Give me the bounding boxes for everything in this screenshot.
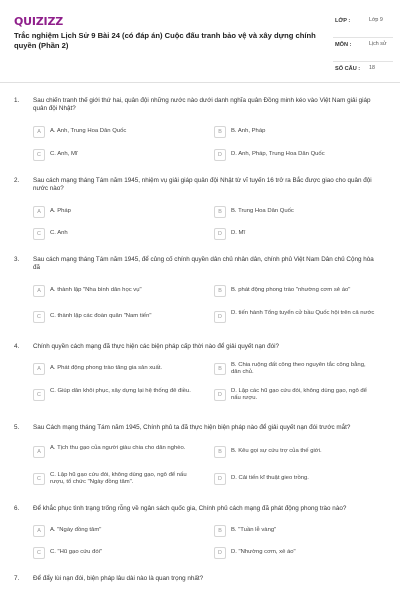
worksheet-title: Trắc nghiệm Lịch Sử 9 Bài 24 (có đáp án) Cuộc đấu tranh bảo vệ và xây dựng chính quyền (Phần 2) <box>14 31 316 51</box>
option-letter: C <box>33 149 45 161</box>
option-text: D. Anh, Pháp, Trung Hoa Dân Quốc <box>231 151 325 157</box>
option-letter: D <box>214 311 226 323</box>
option-text: B. Kêu gọi sự cứu trợ của thế giới. <box>231 448 322 454</box>
option-letter: A <box>33 206 45 218</box>
meta-value: Lịch sử <box>369 41 387 47</box>
option-text: A. Phát động phong trào tăng gia sản xuất. <box>50 365 163 371</box>
option-text: C. Lập hũ gạo cứu đói, không dùng gạo, ngô để nấu rượu, tổ chức "Ngày đồng tâm". <box>50 472 187 486</box>
option-letter: B <box>214 285 226 297</box>
option-text: B. Trung Hoa Dân Quốc <box>231 208 294 214</box>
option-letter: D <box>214 547 226 559</box>
meta-label: MÔN : <box>335 42 352 48</box>
option-letter: B <box>214 206 226 218</box>
option-letter: B <box>214 363 226 375</box>
option-text: A. Tịch thu gạo của người giàu chia cho dân nghèo. <box>50 445 186 451</box>
option-letter: C <box>33 311 45 323</box>
option-letter: A <box>33 446 45 458</box>
question-text: Để khắc phục tình trạng trống rỗng về ngân sách quốc gia, Chính phủ cách mạng đã phát động phong trào nào? <box>33 505 347 512</box>
option-letter: D <box>214 228 226 240</box>
question-number: 4. <box>14 343 20 350</box>
meta-row-class <box>333 14 393 38</box>
question-number: 2. <box>14 177 20 184</box>
option-text: C. Anh <box>50 230 68 236</box>
option-letter: A <box>33 525 45 537</box>
meta-panel <box>333 14 393 86</box>
quizizz-logo <box>14 12 62 26</box>
option-letter: B <box>214 126 226 138</box>
option-text: B. phát động phong trào "nhường cơm sẻ áo" <box>231 287 351 293</box>
header-divider <box>0 82 400 83</box>
worksheet-header <box>0 0 400 82</box>
option-letter: D <box>214 389 226 401</box>
option-letter: B <box>214 446 226 458</box>
option-text: D. tiến hành Tổng tuyển cử bầu Quốc hội trên cả nước <box>231 310 375 316</box>
option-text: B. Anh, Pháp <box>231 128 266 134</box>
option-text: D. Lập các hũ gạo cứu đói, không dùng gạo, ngô để nấu rượu. <box>231 388 367 402</box>
option-text: C. Giúp dân khôi phục, xây dựng lại hệ thống đê điều. <box>50 388 191 394</box>
option-letter: C <box>33 228 45 240</box>
meta-value: 18 <box>369 65 375 71</box>
question-number: 1. <box>14 97 20 104</box>
option-text: B. Chia ruộng đất công theo nguyên tắc công bằng, dân chủ. <box>231 362 366 376</box>
meta-label: SỐ CÂU : <box>335 66 361 72</box>
option-text: A. Anh, Trung Hoa Dân Quốc <box>50 128 127 134</box>
question-number: 6. <box>14 505 20 512</box>
option-letter: C <box>33 473 45 485</box>
option-letter: A <box>33 285 45 297</box>
option-text: C. thành lập các đoàn quân "Nam tiến" <box>50 313 152 319</box>
option-text: D. Mĩ <box>231 230 246 236</box>
option-text: A. thành lập "Nha bình dân học vụ" <box>50 287 142 293</box>
option-text: A. "Ngày đồng tâm" <box>50 527 102 533</box>
option-text: C. Anh, Mĩ <box>50 151 78 157</box>
question-text: Để đẩy lùi nạn đói, biện pháp lâu dài nào là quan trọng nhất? <box>33 575 204 582</box>
question-text: Sau Cách mạng tháng Tám năm 1945, Chính phủ ta đã thực hiện biện pháp nào để giải quyết nạn đói trước mắt? <box>33 424 351 431</box>
question-number: 3. <box>14 256 20 263</box>
question-text: Chính quyền cách mạng đã thực hiện các biện pháp cấp thời nào để giải quyết nạn đói? <box>33 343 280 350</box>
option-letter: A <box>33 126 45 138</box>
option-letter: D <box>214 473 226 485</box>
option-text: D. "Nhường cơm, xẻ áo" <box>231 549 296 555</box>
meta-value: Lớp 9 <box>369 17 383 23</box>
option-letter: B <box>214 525 226 537</box>
option-text: D. Cải tiến kĩ thuật gieo trồng. <box>231 475 309 481</box>
question-number: 5. <box>14 424 20 431</box>
logo-text: QUIZIZZ <box>14 15 63 28</box>
option-text: A. Pháp <box>50 208 71 214</box>
option-letter: C <box>33 547 45 559</box>
option-text: B. "Tuần lễ vàng" <box>231 527 277 533</box>
question-number: 7. <box>14 575 20 582</box>
option-letter: C <box>33 389 45 401</box>
option-text: C. "Hũ gạo cứu đói" <box>50 549 103 555</box>
option-letter: D <box>214 149 226 161</box>
question-text: Sau cách mạng tháng Tám năm 1945, để củng cố chính quyền dân chủ nhân dân, chính phủ Việt Nam Dân chủ Cộng hòa đã <box>33 256 374 272</box>
question-text: Sau cách mạng tháng Tám năm 1945, nhiệm vụ giải giáp quân đội Nhật từ vĩ tuyến 16 trở ra Bắc được giao cho quân đội nước nào? <box>33 177 372 193</box>
meta-row-subject <box>333 38 393 62</box>
question-text: Sau chiến tranh thế giới thứ hai, quân đội những nước nào dưới danh nghĩa quân Đồng minh kéo vào Việt Nam giải giáp quân đội Nhật? <box>33 97 371 113</box>
option-letter: A <box>33 363 45 375</box>
meta-label: LỚP : <box>335 18 351 24</box>
